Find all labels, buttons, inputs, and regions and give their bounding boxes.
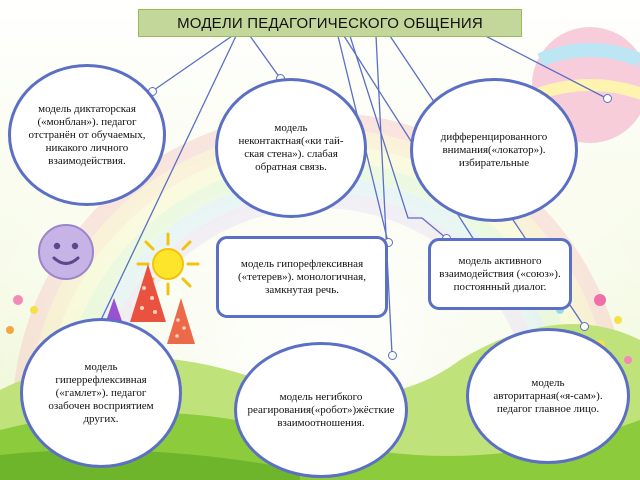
node-authoritarian-text: модель авторитарная(«я-сам»). педагог главное лицо. [493,376,603,415]
diagram-title: МОДЕЛИ ПЕДАГОГИЧЕСКОГО ОБЩЕНИЯ [138,9,522,37]
node-authoritarian [466,328,630,464]
node-hyporeflexive [216,236,388,318]
node-active-text: модель активного взаимодействия («союз»). постоянный диалог. [439,254,561,293]
connector-endpoint [580,322,589,331]
node-active [428,238,572,310]
node-dictatorial [8,64,166,206]
connector-endpoint [603,94,612,103]
node-inflexible-text: модель негибкого реагирования(«робот»)жёсткие взаимоотношения. [247,390,395,429]
connector-endpoint [388,351,397,360]
smiley-face-icon [36,222,96,282]
node-hyperreflexive-text: модель гиперрефлексивная («гамлет»). педагог озабочен восприятием других. [48,360,154,425]
node-hyperreflexive [20,318,182,468]
node-dictatorial-text: модель диктаторская («монблан»). педагог отстранён от обучаемых, никакого личного взаимодействия. [28,102,146,167]
node-noncontact-text: модель неконтактная(«ки тай-ская стена»). слабая обратная связь. [238,122,344,173]
cone-tree-icon [165,296,197,346]
node-inflexible [234,342,408,478]
node-noncontact [215,78,367,218]
node-hyporeflexive-text: модель гипорефлексивная («тетерев»). монологичная, замкнутая речь. [238,257,366,296]
node-differentiated [410,78,578,222]
node-differentiated-text: дифференцированного внимания(«локатор»). избирательные [440,130,548,169]
cone-tree-icon [128,262,168,324]
